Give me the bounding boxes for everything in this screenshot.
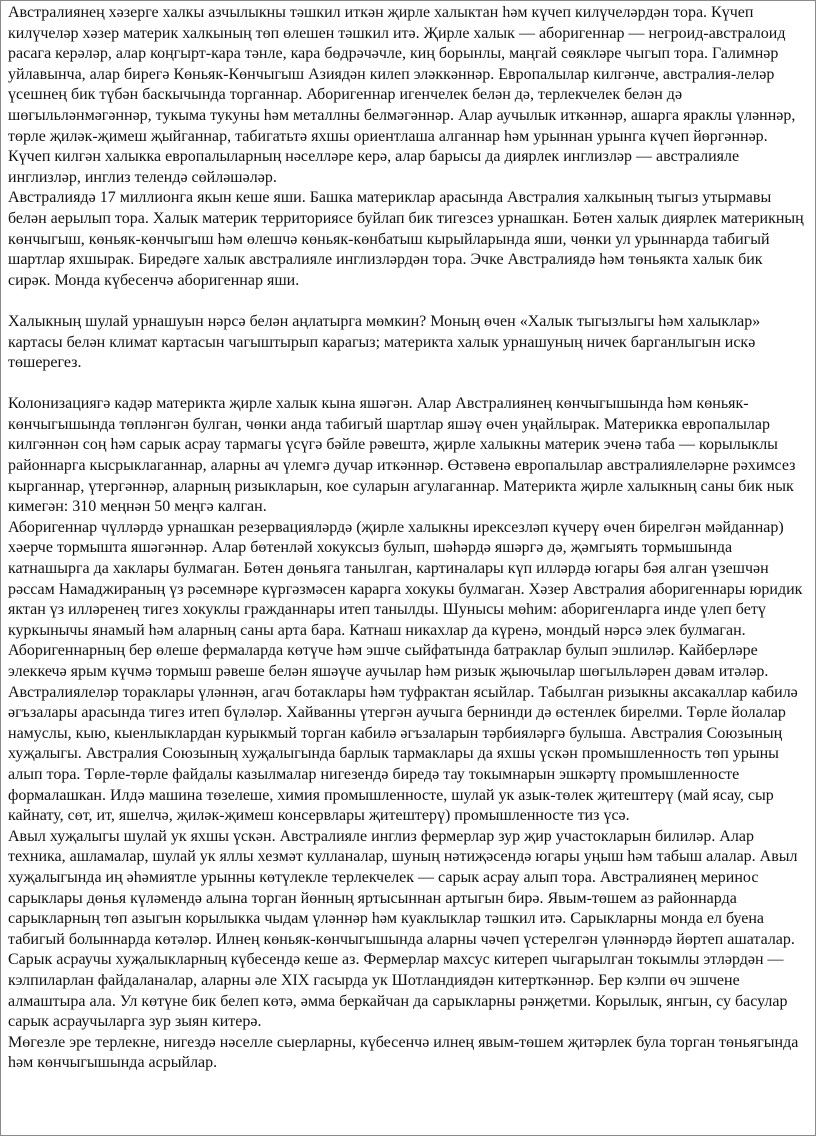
paragraph-cattle: Мөгезле эре терлекне, нигездә нәселле сыерларны, күбесенчә илнең явым-төшем җитәрлек була торган төньягында һәм көнчыгышында асрыйлар. xyxy=(8,1033,799,1072)
blank-line xyxy=(8,291,808,312)
paragraph-sheep-feed: сарыкларның төп азыгын корылыкка чыдам үләннәр һәм куаклыклар тәшкил итә. Сарыкларны монда ел буена табигый болыннарда көтәләр. Илнең көньяк-көнчыгышында аларны чәчеп үстерелгән үләннәрдә йөртеп ашаталар. xyxy=(8,910,795,948)
paragraph-question: Халыкның шулай урнашуын нәрсә белән аңлатырга мөмкин? Моның өчен «Халык тыгызлыгы һәм халыклар» картасы белән климат картасын чагыштырып карагыз; материкта халык урнашуның ничек барганлыгын искә төшерегез. xyxy=(8,312,761,372)
paragraph-sheep-farms: Сарык асраучы хуҗалыкларның күбесендә кеше аз. Фермерлар махсус китереп чыгарылган токымлы этләрдән — кэлпиларлан файдаланалар, аларны әле XIX гасырда ук Шотландиядән китерткәннәр. Бер кэлпи өч эшчене алмаштыра ала. Ул көтүне бик белеп көтә, әмма беркайчан да сарыкларны рәнҗетми. Корылык, янгын, су басулар сарык асраучыларга зур зыян китерә. xyxy=(8,951,788,1031)
paragraph-agriculture: Авыл хуҗалыгы шулай ук яхшы үскән. Австралияле инглиз фермерлар зур җир участокларын билиләр. Алар техника, ашламалар, шулай ук яллы хезмәт кулланалар, шуның нәтиҗәсендә югары уңыш һәм табыш алалар. Авыл хуҗалыгында иң әһәмиятле урынны көтүлекле терлекчелек — сарык асрау алып тора. Австралиянең меринос сарыклары дөнья күләмендә алына торган йөнның яртысыннан артыгын бирә. Явым-төшем аз районнарда xyxy=(8,827,798,907)
paragraph-colonization: Колонизациягә кадәр материкта җирле халык кына яшәгән. Алар Австралиянең көнчыгышында һәм көньяк-көнчыгышында төпләнгән булган, чөнки анда табигый шартлар яшәү өчен уңайлырак. Материкка европалылар килгәннән соң һәм сарык асрау тармагы үсүгә бәйле рәвештә, җирле халыкны материк эченә таба — корылыклы районнарга кысрыклаганнар, аларны ач үлемгә дучар иткәннәр. Өстәвенә европалылар австралиялеләрне рәхимсез кырганнар, үтергәннәр, аларның ризыкларын, кое суларын агулаганнар. Материкта җирле халыкның саны бик нык кимегән: 310 меңнән 50 меңгә калган. xyxy=(8,395,796,516)
paragraph-population-intro: Австралиянең хәзерге халкы азчылыкны тәшкил иткән җирле халыктан һәм күчеп килүчеләрдән тора. Күчеп килүчеләр хәзер материк халкының төп өлешен тәшкил итә. Җирле халык — аборигеннар — негроид-австралоид расага керәләр, алар коңгырт-кара тәнле, кара бөдрәчәчле, киң борынлы, маңгай сөякләре чыгып тора. Галимнәр уйлавынча, алар бирегә Көньяк-Көнчыгыш Азиядән килеп эләккәннәр. Европалылар килгәнче, австралия-леләр үсешнең бик түбән баскычында торганнар. Аборигеннар игенчелек белән дә, терлекчелек белән дә шөгыльләнмәгәннәр, тукыма тукуны һәм металлны белмәгәннәр. Алар аучылык иткәннәр, ашарга яраклы үләннәр, төрле җиләк-җимеш җыйганнар, табигатьтә яхшы ориентлаша алганнар һәм урыннан урынга күчеп йөргәннәр. xyxy=(8,4,796,145)
blank-line xyxy=(8,374,808,395)
paragraph-population-distribution: Австралиядә 17 миллионга якын кеше яши. Башка материклар арасында Австралия халкының тыгыз утырмавы белән аерылып тора. Халык материк территориясе буйлап бик тигезсез урнашкан. Бөтен халык диярлек материкның көнчыгыш, көньяк-көнчыгыш һәм өлешчә көньяк-көнбатыш кырыйларында яши, чөнки ул урыннарда табигый шартлар яхшырак. Биредәге халык австралияле инглизләрдән тора. Эчке Австралиядә һәм төньякта халык бик сирәк. Монда күбесенчә аборигеннар яши. xyxy=(8,189,804,289)
paragraph-aborigines-economy: Аборигеннар чүлләрдә урнашкан резервацияләрдә (җирле халыкны ирексезләп күчерү өчен бирелгән мәйданнар) хәерче тормышта яшәгәннәр. Алар бөтенләй хокуксыз булып, шәһәрдә яшәргә дә, җәмгыять тормышында катнашырга да хаклары булмаган. Бөтен дөньяга танылган, картиналары күп илләрдә югары бәя алган үзешчән рәссам Намаджираның үз рәсемнәре күргәзмәсен карарга хокукы булмаган. Хәзер Австралия аборигеннары юридик яктан үз илләренең тигез хокуклы гражданнары итеп танылды. Шунысы мөһим: аборигенларга инде үлеп бетү куркынычы янамый һәм аларның саны арта бара. Катнаш никахлар да күренә, мондый нәрсә элек булмаган. Аборигеннарның бер өлеше фермаларда көтүче һәм эшче сыйфатында батраклар булып эшлиләр. Кайберләре элеккечә ярым күчмә тормыш рәвеше белән яшәүче аучылар һәм ризык җыючылар шөгыльләрен дәвам итәләр. Австралиялеләр тораклары үләннән, агач ботаклары һәм туфрактан ясыйлар. Табылган ризыкны аксакаллар кабилә әгъзалары арасында тигез итеп бүләләр. Хайванны үтергән аучыга бернинди дә өстенлек бирелми. Төрле йолалар намуслы, кыю, кыенлыклардан курыкмый торган кабилә әгъзаларын тәрбияләргә булыша. Австралия Союзының хуҗалыгы. Австралия Союзының хуҗалыгында барлык тармаклары да яхшы үскән промышленность төп урыны алып тора. Төрле-төрле файдалы казылмалар нигезендә биредә тау токымнарын эшкәртү промышленносте формалашкан. Илдә машина төзелеше, химия промышленносте, шулай ук азык-төлек җитештерү (май ясау, сыр кайнату, сөт, ит, яшелчә, җиләк-җимеш консервлары җитештерү) промышленносте тиз үсә. xyxy=(8,518,803,825)
paragraph-settlers: Күчеп килгән халыкка европалыларның нәселләре керә, алар барысы да диярлек инглизләр — австралияле инглизләр, инглиз телендә сөйләшәләр. xyxy=(8,148,740,186)
